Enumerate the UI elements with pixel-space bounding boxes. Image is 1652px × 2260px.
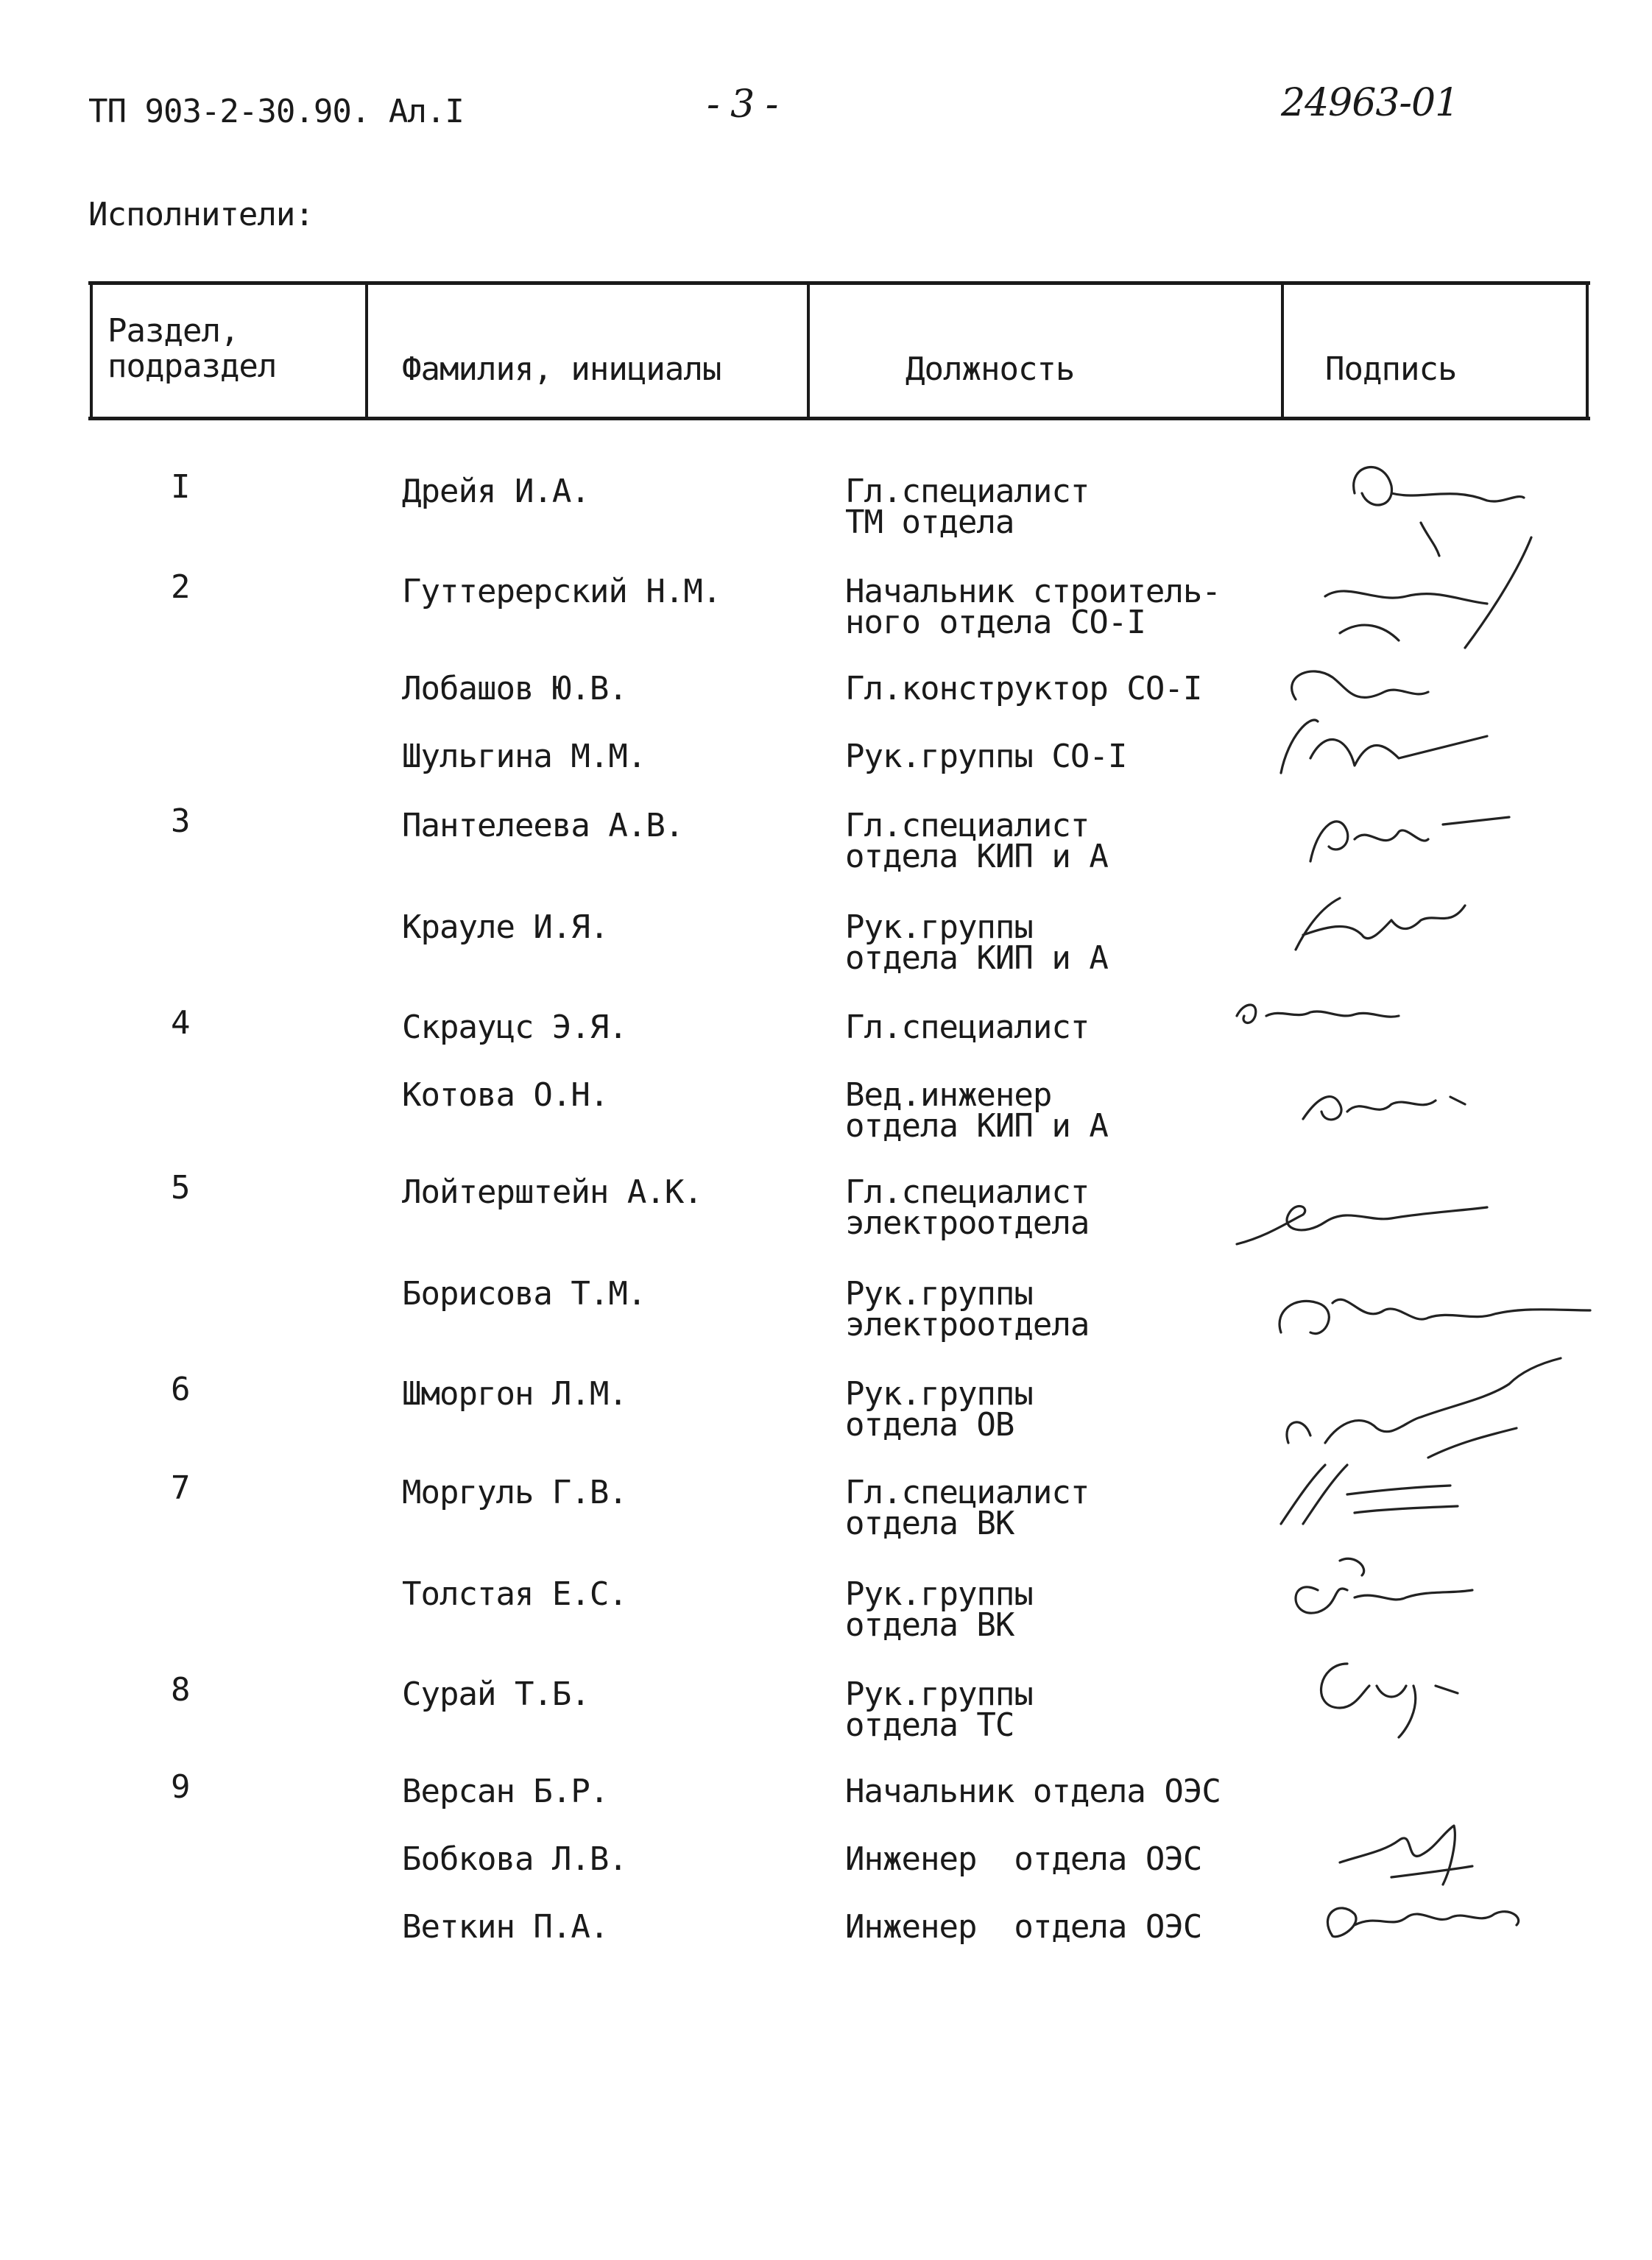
row-name: Шморгон Л.М. bbox=[402, 1375, 627, 1413]
row-position: отдела ТС bbox=[845, 1706, 1014, 1744]
page-number: - 3 - bbox=[707, 82, 778, 127]
row-name: Пантелеева А.В. bbox=[402, 807, 684, 844]
row-position: Гл.конструктор СО-I bbox=[845, 670, 1202, 707]
section-title: Исполнители: bbox=[88, 196, 314, 233]
row-position: Рук.группы СО-I bbox=[845, 738, 1127, 775]
row-position: ного отдела СО-I bbox=[845, 604, 1146, 641]
row-position: Инженер отдела ОЭС bbox=[845, 1840, 1202, 1878]
signature-image bbox=[1310, 1885, 1531, 1958]
row-section-number: 9 bbox=[171, 1768, 190, 1806]
signature-image bbox=[1296, 795, 1517, 876]
row-position: электроотдела bbox=[845, 1306, 1090, 1343]
row-name: Лобашов Ю.В. bbox=[402, 670, 627, 707]
row-name: Скрауцс Э.Я. bbox=[402, 1009, 627, 1046]
row-position: отдела КИП и А bbox=[845, 1107, 1108, 1145]
signature-image bbox=[1222, 986, 1443, 1038]
row-name: Шульгина М.М. bbox=[402, 738, 646, 775]
signature-image bbox=[1266, 1274, 1598, 1362]
row-position: отдела КИП и А bbox=[845, 838, 1108, 875]
row-name: Гуттерерский Н.М. bbox=[402, 573, 721, 610]
row-section-number: 4 bbox=[171, 1004, 190, 1042]
row-position: отдела ВК bbox=[845, 1606, 1014, 1644]
column-header-section: подраздел bbox=[107, 347, 277, 385]
row-name: Крауле И.Я. bbox=[402, 908, 609, 946]
column-header-section: Раздел, bbox=[107, 312, 239, 350]
signature-image bbox=[1266, 1355, 1575, 1472]
row-section-number: 8 bbox=[171, 1671, 190, 1709]
row-position: Рук.группы bbox=[845, 1575, 1033, 1613]
column-header-signature: Подпись bbox=[1325, 350, 1457, 388]
signature-image bbox=[1266, 648, 1509, 788]
inventory-number: 24963-01 bbox=[1281, 81, 1459, 125]
row-section-number: 5 bbox=[171, 1169, 190, 1207]
signature-image bbox=[1296, 1649, 1480, 1745]
row-position: электроотдела bbox=[845, 1204, 1090, 1242]
row-section-number: 7 bbox=[171, 1469, 190, 1507]
row-position: отдела ВК bbox=[845, 1505, 1014, 1542]
row-position: Начальник отдела ОЭС bbox=[845, 1773, 1221, 1810]
column-header-position: Должность bbox=[906, 350, 1075, 388]
row-name: Моргуль Г.В. bbox=[402, 1474, 627, 1511]
row-section-number: 2 bbox=[171, 568, 190, 606]
row-name: Дрейя И.А. bbox=[402, 473, 590, 510]
row-section-number: I bbox=[171, 468, 190, 506]
row-position: Гл.специалист bbox=[845, 1009, 1090, 1046]
column-header-name: Фамилия, инициалы bbox=[402, 350, 721, 388]
row-position: ТМ отдела bbox=[845, 504, 1014, 541]
row-name: Лойтерштейн А.К. bbox=[402, 1173, 702, 1211]
table-top-border bbox=[88, 281, 1590, 285]
signature-image bbox=[1222, 1178, 1502, 1259]
row-position: Рук.группы bbox=[845, 908, 1033, 946]
row-name: Веткин П.А. bbox=[402, 1908, 609, 1946]
signature-image bbox=[1222, 994, 1223, 995]
row-position: отдела ОВ bbox=[845, 1406, 1014, 1444]
row-name: Бобкова Л.В. bbox=[402, 1840, 627, 1878]
row-name: Версан Б.Р. bbox=[402, 1773, 609, 1810]
signature-image bbox=[1325, 1811, 1487, 1892]
row-name: Котова О.Н. bbox=[402, 1076, 609, 1114]
column-divider bbox=[807, 283, 810, 419]
row-position: Гл.специалист bbox=[845, 807, 1090, 844]
column-divider bbox=[90, 283, 93, 419]
row-section-number: 6 bbox=[171, 1371, 190, 1408]
row-position: Рук.группы bbox=[845, 1375, 1033, 1413]
row-name: Толстая Е.С. bbox=[402, 1575, 627, 1613]
signature-image bbox=[1266, 1458, 1472, 1539]
signature-image bbox=[1274, 1546, 1487, 1634]
row-position: Вед.инженер bbox=[845, 1076, 1052, 1114]
row-position: Рук.группы bbox=[845, 1675, 1033, 1713]
table-header-bottom-border bbox=[88, 417, 1590, 420]
row-section-number: 3 bbox=[171, 802, 190, 840]
row-position: отдела КИП и А bbox=[845, 939, 1108, 977]
row-position: Гл.специалист bbox=[845, 1474, 1090, 1511]
row-position: Инженер отдела ОЭС bbox=[845, 1908, 1202, 1946]
row-position: Начальник строитель- bbox=[845, 573, 1221, 610]
signature-image bbox=[1281, 1060, 1472, 1148]
row-position: Рук.группы bbox=[845, 1275, 1033, 1313]
row-name: Борисова Т.М. bbox=[402, 1275, 646, 1313]
row-name: Сурай Т.Б. bbox=[402, 1675, 590, 1713]
column-divider bbox=[1281, 283, 1284, 419]
document-code: ТП 903-2-30.90. Ал.I bbox=[88, 93, 464, 130]
row-position: Гл.специалист bbox=[845, 1173, 1090, 1211]
row-position: Гл.специалист bbox=[845, 473, 1090, 510]
signature-image bbox=[1281, 876, 1502, 964]
column-divider bbox=[365, 283, 368, 419]
column-divider bbox=[1586, 283, 1589, 419]
